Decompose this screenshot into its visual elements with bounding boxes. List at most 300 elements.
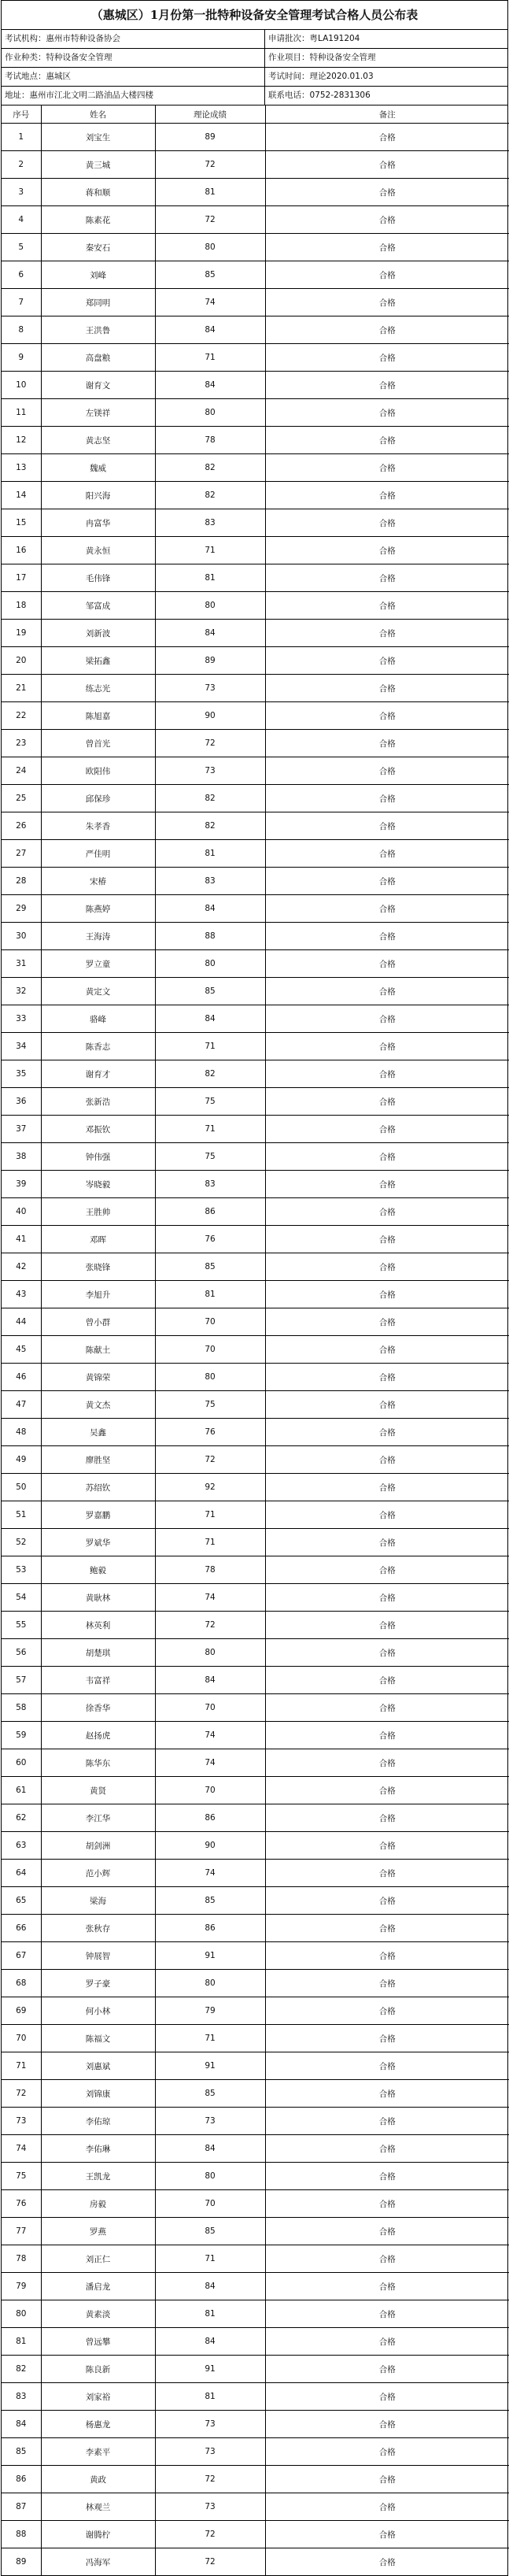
person-name: 陈旭嘉 (41, 702, 155, 730)
row-index: 66 (2, 1915, 41, 1942)
table-row (2, 2328, 509, 2356)
table-row (2, 1060, 509, 1088)
row-index: 37 (2, 1116, 41, 1143)
table-row (2, 730, 509, 757)
row-index: 81 (2, 2328, 41, 2356)
row-index: 56 (2, 1639, 41, 1667)
person-name: 房毅 (41, 2190, 155, 2218)
person-name: 黄永恒 (41, 537, 155, 564)
remark: 合格 (265, 1942, 509, 1970)
table-row (2, 2108, 509, 2135)
row-index: 52 (2, 1529, 41, 1556)
person-name: 罗子豪 (41, 1970, 155, 1997)
theory-score: 83 (155, 868, 265, 895)
row-index: 69 (2, 1997, 41, 2025)
row-index: 11 (2, 399, 41, 427)
table-row (2, 757, 509, 785)
results-table (2, 105, 509, 2575)
theory-score: 75 (155, 1143, 265, 1171)
table-row (2, 1088, 509, 1116)
table-row (2, 1474, 509, 1501)
row-index: 82 (2, 2356, 41, 2383)
info-row-type (2, 49, 507, 68)
remark: 合格 (265, 454, 509, 482)
row-index: 30 (2, 923, 41, 950)
person-name: 严佳明 (41, 840, 155, 868)
row-index: 23 (2, 730, 41, 757)
remark: 合格 (265, 1832, 509, 1860)
row-index: 67 (2, 1942, 41, 1970)
theory-score: 91 (155, 2356, 265, 2383)
remark: 合格 (265, 2163, 509, 2190)
person-name: 陈素花 (41, 206, 155, 234)
row-index: 13 (2, 454, 41, 482)
person-name: 练志光 (41, 675, 155, 702)
theory-score: 72 (155, 1446, 265, 1474)
table-row (2, 1694, 509, 1722)
theory-score: 90 (155, 1832, 265, 1860)
theory-score: 85 (155, 1887, 265, 1915)
theory-score: 79 (155, 1997, 265, 2025)
row-index: 68 (2, 1970, 41, 1997)
table-row (2, 1033, 509, 1060)
theory-score: 72 (155, 2466, 265, 2493)
remark: 合格 (265, 399, 509, 427)
table-row (2, 1804, 509, 1832)
remark: 合格 (265, 1749, 509, 1777)
theory-score: 91 (155, 1942, 265, 1970)
row-index: 32 (2, 978, 41, 1005)
remark: 合格 (265, 868, 509, 895)
person-name: 阳兴海 (41, 482, 155, 509)
table-row (2, 1860, 509, 1887)
theory-score: 84 (155, 620, 265, 647)
row-index: 73 (2, 2108, 41, 2135)
row-index: 6 (2, 261, 41, 289)
person-name: 徐香华 (41, 1694, 155, 1722)
row-index: 77 (2, 2218, 41, 2245)
row-index: 84 (2, 2411, 41, 2438)
theory-score: 71 (155, 1501, 265, 1529)
remark: 合格 (265, 2356, 509, 2383)
table-row (2, 1171, 509, 1198)
remark: 合格 (265, 978, 509, 1005)
person-name: 毛伟锋 (41, 564, 155, 592)
table-row (2, 2163, 509, 2190)
row-index: 61 (2, 1777, 41, 1804)
person-name: 郑同明 (41, 289, 155, 316)
table-row (2, 206, 509, 234)
person-name: 李佑琳 (41, 2135, 155, 2163)
remark: 合格 (265, 1915, 509, 1942)
theory-score: 84 (155, 895, 265, 923)
remark: 合格 (265, 950, 509, 978)
table-row (2, 1116, 509, 1143)
row-index: 29 (2, 895, 41, 923)
row-index: 5 (2, 234, 41, 261)
remark: 合格 (265, 1694, 509, 1722)
theory-score: 84 (155, 1667, 265, 1694)
remark: 合格 (265, 647, 509, 675)
row-index: 85 (2, 2438, 41, 2466)
remark: 合格 (265, 427, 509, 454)
theory-score: 81 (155, 2383, 265, 2411)
remark: 合格 (265, 289, 509, 316)
theory-score: 70 (155, 1694, 265, 1722)
row-index: 31 (2, 950, 41, 978)
theory-score: 84 (155, 2135, 265, 2163)
row-index: 15 (2, 509, 41, 537)
person-name: 鲍毅 (41, 1556, 155, 1584)
table-row (2, 923, 509, 950)
person-name: 韦富祥 (41, 1667, 155, 1694)
theory-score: 71 (155, 2245, 265, 2273)
person-name: 秦安石 (41, 234, 155, 261)
row-index: 3 (2, 179, 41, 206)
remark: 合格 (265, 1639, 509, 1667)
table-row (2, 399, 509, 427)
theory-score: 73 (155, 2438, 265, 2466)
table-row (2, 2025, 509, 2052)
row-index: 44 (2, 1308, 41, 1336)
person-name: 王海涛 (41, 923, 155, 950)
theory-score: 70 (155, 2190, 265, 2218)
remark: 合格 (265, 2411, 509, 2438)
remark: 合格 (265, 1446, 509, 1474)
remark: 合格 (265, 206, 509, 234)
table-row (2, 344, 509, 372)
theory-score: 71 (155, 537, 265, 564)
table-row (2, 316, 509, 344)
table-row (2, 785, 509, 812)
person-name: 曾远攀 (41, 2328, 155, 2356)
theory-score: 74 (155, 1749, 265, 1777)
theory-score: 91 (155, 2052, 265, 2080)
person-name: 张晓锋 (41, 1253, 155, 1281)
row-index: 78 (2, 2245, 41, 2273)
person-name: 黄文杰 (41, 1391, 155, 1419)
person-name: 李旭升 (41, 1281, 155, 1308)
theory-score: 81 (155, 179, 265, 206)
table-row (2, 950, 509, 978)
theory-score: 84 (155, 2328, 265, 2356)
theory-score: 75 (155, 1391, 265, 1419)
row-index: 79 (2, 2273, 41, 2300)
remark: 合格 (265, 1143, 509, 1171)
theory-score: 71 (155, 2025, 265, 2052)
person-name: 曾小群 (41, 1308, 155, 1336)
row-index: 8 (2, 316, 41, 344)
theory-score: 72 (155, 2521, 265, 2548)
remark: 合格 (265, 2300, 509, 2328)
table-row (2, 1281, 509, 1308)
theory-score: 72 (155, 730, 265, 757)
person-name: 吴鑫 (41, 1419, 155, 1446)
row-index: 2 (2, 151, 41, 179)
remark: 合格 (265, 482, 509, 509)
header-remark: 备注 (265, 105, 509, 124)
table-row (2, 840, 509, 868)
remark: 合格 (265, 2383, 509, 2411)
theory-score: 73 (155, 757, 265, 785)
remark: 合格 (265, 1336, 509, 1364)
person-name: 黄贤 (41, 1777, 155, 1804)
person-name: 李佑琼 (41, 2108, 155, 2135)
person-name: 谢育才 (41, 1060, 155, 1088)
table-row (2, 1639, 509, 1667)
row-index: 75 (2, 2163, 41, 2190)
remark: 合格 (265, 2328, 509, 2356)
row-index: 88 (2, 2521, 41, 2548)
remark: 合格 (265, 1419, 509, 1446)
remark: 合格 (265, 2438, 509, 2466)
person-name: 胡楚琪 (41, 1639, 155, 1667)
person-name: 范小辉 (41, 1860, 155, 1887)
row-index: 59 (2, 1722, 41, 1749)
table-row (2, 234, 509, 261)
theory-score: 72 (155, 151, 265, 179)
table-row (2, 2300, 509, 2328)
person-name: 高盘粮 (41, 344, 155, 372)
person-name: 蒋和顺 (41, 179, 155, 206)
remark: 合格 (265, 840, 509, 868)
table-row (2, 702, 509, 730)
remark: 合格 (265, 1253, 509, 1281)
person-name: 刘正仁 (41, 2245, 155, 2273)
theory-score: 81 (155, 564, 265, 592)
table-row (2, 2356, 509, 2383)
table-row (2, 2438, 509, 2466)
remark: 合格 (265, 1667, 509, 1694)
row-index: 40 (2, 1198, 41, 1226)
person-name: 陈燕婷 (41, 895, 155, 923)
row-index: 87 (2, 2493, 41, 2521)
row-index: 22 (2, 702, 41, 730)
row-index: 16 (2, 537, 41, 564)
person-name: 黄定文 (41, 978, 155, 1005)
theory-score: 80 (155, 592, 265, 620)
row-index: 1 (2, 124, 41, 151)
theory-score: 76 (155, 1226, 265, 1253)
row-index: 54 (2, 1584, 41, 1612)
remark: 合格 (265, 2521, 509, 2548)
person-name: 谢腾柠 (41, 2521, 155, 2548)
remark: 合格 (265, 730, 509, 757)
row-index: 80 (2, 2300, 41, 2328)
theory-score: 75 (155, 1088, 265, 1116)
row-index: 41 (2, 1226, 41, 1253)
row-index: 18 (2, 592, 41, 620)
person-name: 黄政 (41, 2466, 155, 2493)
remark: 合格 (265, 1777, 509, 1804)
remark: 合格 (265, 2245, 509, 2273)
remark: 合格 (265, 1556, 509, 1584)
row-index: 42 (2, 1253, 41, 1281)
person-name: 廖胜坚 (41, 1446, 155, 1474)
person-name: 梁拓鑫 (41, 647, 155, 675)
theory-score: 85 (155, 978, 265, 1005)
remark: 合格 (265, 1281, 509, 1308)
remark: 合格 (265, 1308, 509, 1336)
theory-score: 80 (155, 1970, 265, 1997)
row-index: 4 (2, 206, 41, 234)
theory-score: 82 (155, 454, 265, 482)
theory-score: 83 (155, 1171, 265, 1198)
row-index: 17 (2, 564, 41, 592)
table-row (2, 1226, 509, 1253)
remark: 合格 (265, 1501, 509, 1529)
remark: 合格 (265, 2135, 509, 2163)
theory-score: 82 (155, 1060, 265, 1088)
table-row (2, 2493, 509, 2521)
row-index: 50 (2, 1474, 41, 1501)
table-row (2, 1446, 509, 1474)
remark: 合格 (265, 2548, 509, 2576)
person-name: 王凯龙 (41, 2163, 155, 2190)
table-row (2, 1749, 509, 1777)
person-name: 邹富成 (41, 592, 155, 620)
row-index: 33 (2, 1005, 41, 1033)
row-index: 72 (2, 2080, 41, 2108)
person-name: 冉富华 (41, 509, 155, 537)
remark: 合格 (265, 2025, 509, 2052)
remark: 合格 (265, 261, 509, 289)
table-row (2, 2383, 509, 2411)
person-name: 陈献土 (41, 1336, 155, 1364)
remark: 合格 (265, 2466, 509, 2493)
remark: 合格 (265, 620, 509, 647)
row-index: 36 (2, 1088, 41, 1116)
person-name: 罗立童 (41, 950, 155, 978)
row-index: 14 (2, 482, 41, 509)
theory-score: 80 (155, 1639, 265, 1667)
row-index: 34 (2, 1033, 41, 1060)
person-name: 宋椿 (41, 868, 155, 895)
theory-score: 78 (155, 1556, 265, 1584)
table-row (2, 2080, 509, 2108)
theory-score: 90 (155, 702, 265, 730)
person-name: 陈香志 (41, 1033, 155, 1060)
person-name: 冯海军 (41, 2548, 155, 2576)
theory-score: 89 (155, 647, 265, 675)
person-name: 欧阳伟 (41, 757, 155, 785)
results-table-body (2, 124, 509, 2576)
person-name: 王胜帅 (41, 1198, 155, 1226)
person-name: 邓晖 (41, 1226, 155, 1253)
person-name: 骆峰 (41, 1005, 155, 1033)
info-row-place (2, 68, 507, 87)
person-name: 赵扬虎 (41, 1722, 155, 1749)
table-row (2, 537, 509, 564)
table-row (2, 1942, 509, 1970)
theory-score: 84 (155, 372, 265, 399)
person-name: 胡剑洲 (41, 1832, 155, 1860)
theory-score: 72 (155, 1612, 265, 1639)
table-row (2, 454, 509, 482)
person-name: 陈福文 (41, 2025, 155, 2052)
exam-place: 考试地点：惠城区 (2, 68, 265, 86)
table-row (2, 620, 509, 647)
row-index: 25 (2, 785, 41, 812)
person-name: 岑晓毅 (41, 1171, 155, 1198)
row-index: 10 (2, 372, 41, 399)
row-index: 20 (2, 647, 41, 675)
row-index: 48 (2, 1419, 41, 1446)
remark: 合格 (265, 1584, 509, 1612)
row-index: 43 (2, 1281, 41, 1308)
table-row (2, 2135, 509, 2163)
info-row-address (2, 87, 507, 105)
theory-score: 85 (155, 2218, 265, 2245)
person-name: 罗斌华 (41, 1529, 155, 1556)
table-row (2, 1777, 509, 1804)
remark: 合格 (265, 537, 509, 564)
row-index: 65 (2, 1887, 41, 1915)
address: 地址：惠州市江北文明二路油品大楼四楼 (2, 87, 265, 105)
row-index: 12 (2, 427, 41, 454)
table-row (2, 1364, 509, 1391)
remark: 合格 (265, 2108, 509, 2135)
row-index: 89 (2, 2548, 41, 2576)
row-index: 49 (2, 1446, 41, 1474)
table-row (2, 2548, 509, 2576)
remark: 合格 (265, 2052, 509, 2080)
person-name: 黄耿林 (41, 1584, 155, 1612)
theory-score: 70 (155, 1308, 265, 1336)
remark: 合格 (265, 895, 509, 923)
remark: 合格 (265, 1529, 509, 1556)
person-name: 黄志坚 (41, 427, 155, 454)
remark: 合格 (265, 1116, 509, 1143)
remark: 合格 (265, 1226, 509, 1253)
theory-score: 73 (155, 2493, 265, 2521)
theory-score: 92 (155, 1474, 265, 1501)
remark: 合格 (265, 509, 509, 537)
person-name: 张秋存 (41, 1915, 155, 1942)
row-index: 26 (2, 812, 41, 840)
theory-score: 83 (155, 509, 265, 537)
theory-score: 70 (155, 1777, 265, 1804)
contact-phone: 联系电话：0752-2831306 (268, 91, 371, 100)
table-row (2, 1419, 509, 1446)
row-index: 28 (2, 868, 41, 895)
person-name: 曾首光 (41, 730, 155, 757)
table-row (2, 1253, 509, 1281)
remark: 合格 (265, 1391, 509, 1419)
row-index: 21 (2, 675, 41, 702)
table-row (2, 124, 509, 151)
remark: 合格 (265, 234, 509, 261)
table-row (2, 2521, 509, 2548)
remark: 合格 (265, 1804, 509, 1832)
table-row (2, 1198, 509, 1226)
row-index: 86 (2, 2466, 41, 2493)
header-score: 理论成绩 (155, 105, 265, 124)
theory-score: 80 (155, 950, 265, 978)
row-index: 53 (2, 1556, 41, 1584)
remark: 合格 (265, 1474, 509, 1501)
theory-score: 80 (155, 2163, 265, 2190)
info-row-org (2, 30, 507, 49)
person-name: 刘峰 (41, 261, 155, 289)
theory-score: 84 (155, 1005, 265, 1033)
row-index: 27 (2, 840, 41, 868)
table-row (2, 647, 509, 675)
theory-score: 82 (155, 785, 265, 812)
row-index: 74 (2, 2135, 41, 2163)
remark: 合格 (265, 923, 509, 950)
row-index: 62 (2, 1804, 41, 1832)
